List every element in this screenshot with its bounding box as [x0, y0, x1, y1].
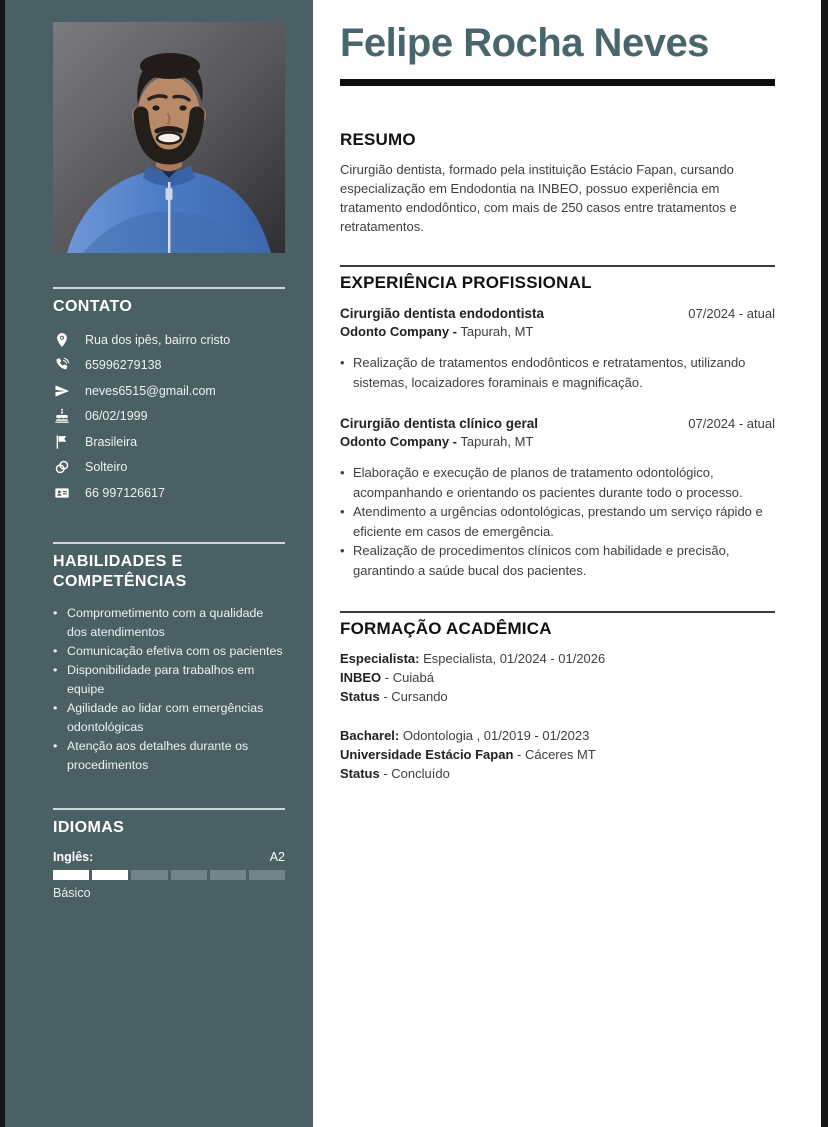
skill-item: [53, 699, 285, 737]
job-bullet: [340, 353, 775, 392]
education-line: [340, 668, 775, 687]
viewport-right-edge: [821, 0, 828, 1127]
birthday-cake-icon: [53, 407, 71, 425]
education-institution-text: - Cáceres MT: [513, 747, 596, 762]
viewport-left-edge: [0, 0, 5, 1127]
job-title: Cirurgião dentista endodontista: [340, 306, 545, 321]
language-bar-segment: [249, 870, 285, 880]
language-level-badge: A2: [269, 849, 285, 864]
contact-item-marital-status: [53, 455, 285, 481]
contact-item-label: 06/02/1999: [85, 409, 148, 424]
section-divider: [53, 808, 285, 810]
job-title: Cirurgião dentista clínico geral: [340, 416, 539, 431]
skill-label: Comprometimento com a qualidade dos atendimentos: [67, 605, 264, 639]
contact-heading: CONTATO: [53, 298, 133, 315]
language-bar-segment: [210, 870, 246, 880]
job-entry: [340, 415, 775, 580]
language-proficiency-bar: [53, 870, 285, 880]
bullet-marker: •: [53, 700, 58, 715]
job-bullet: [340, 502, 775, 541]
title-underline: [340, 79, 775, 86]
job-subtitle: [340, 433, 775, 451]
languages-section: [53, 808, 285, 900]
job-company: Odonto Company -: [340, 434, 457, 449]
job-bullet-text: Atendimento a urgências odontológicas, prestando um serviço rápido e eficiente em casos de emergência.: [353, 504, 763, 539]
language-row: [53, 850, 285, 864]
job-location: Tapurah, MT: [457, 434, 534, 449]
skills-heading: HABILIDADES E COMPETÊNCIAS: [53, 552, 187, 590]
bullet-marker: •: [340, 504, 345, 519]
skill-item: [53, 737, 285, 775]
education-heading: FORMAÇÃO ACADÊMICA: [340, 619, 552, 638]
location-icon: [53, 331, 71, 349]
contact-item-email: [53, 378, 285, 404]
id-card-icon: [53, 484, 71, 502]
education-status-text: - Cursando: [379, 689, 448, 704]
job-header: [340, 415, 775, 433]
contact-item-secondary-phone: [53, 480, 285, 506]
bullet-marker: •: [53, 738, 58, 753]
contact-item-label: neves6515@gmail.com: [85, 383, 216, 398]
bullet-marker: •: [53, 643, 58, 658]
summary-section: [340, 130, 775, 236]
sidebar: [5, 0, 313, 1127]
job-bullet: [340, 463, 775, 502]
contact-item-label: Brasileira: [85, 434, 138, 449]
education-degree-text: Especialista, 01/2024 - 01/2026: [419, 651, 606, 666]
education-line: [340, 764, 775, 783]
page-title: Felipe Rocha Neves: [340, 21, 709, 65]
education-institution-text: - Cuiabá: [381, 670, 434, 685]
job-bullet: [340, 541, 775, 580]
contact-item-label: 65996279138: [85, 358, 162, 373]
language-bar-segment: [171, 870, 207, 880]
job-dates: 07/2024 - atual: [688, 306, 775, 321]
job-bullet-list: [340, 353, 775, 392]
skill-label: Disponibilidade para trabalhos em equipe: [67, 662, 255, 696]
section-divider: [53, 287, 285, 289]
skill-label: Comunicação efetiva com os pacientes: [67, 643, 283, 658]
education-line: [340, 745, 775, 764]
skill-label: Atenção aos detalhes durante os procedimentos: [67, 738, 249, 772]
experience-section: [340, 265, 775, 580]
experience-heading: EXPERIÊNCIA PROFISSIONAL: [340, 273, 592, 292]
skills-section: [53, 542, 285, 775]
bullet-marker: •: [53, 605, 58, 620]
flag-icon: [53, 433, 71, 451]
education-degree-label: Bacharel:: [340, 728, 400, 743]
skills-list: [53, 604, 285, 775]
education-line: [340, 726, 775, 745]
bullet-marker: •: [340, 465, 345, 480]
education-line: [340, 687, 775, 706]
contact-item-label: Solteiro: [85, 460, 128, 475]
education-entry: [340, 726, 775, 783]
education-status-label: Status: [340, 689, 380, 704]
education-line: [340, 649, 775, 668]
skill-item: [53, 642, 285, 661]
education-section: [340, 611, 775, 783]
languages-heading: IDIOMAS: [53, 818, 125, 836]
contact-item-birthdate: [53, 404, 285, 430]
section-divider: [340, 265, 775, 267]
job-bullet-text: Elaboração e execução de planos de tratamento odontológico, acompanhando e orientando os pacientes durante todo o processo.: [353, 465, 743, 500]
phone-icon: [53, 356, 71, 374]
skill-item: [53, 604, 285, 642]
education-entry: [340, 649, 775, 706]
language-entry: [53, 850, 285, 900]
bullet-marker: •: [53, 662, 58, 677]
job-entry: [340, 305, 775, 392]
language-bar-segment: [92, 870, 128, 880]
section-divider: [340, 611, 775, 613]
contact-item-nationality: [53, 429, 285, 455]
contact-item-label: 66 997126617: [85, 485, 165, 500]
job-bullet-text: Realização de tratamentos endodônticos e retratamentos, utilizando sistemas, locaizadores foraminais e magnificação.: [353, 355, 746, 390]
education-institution-label: Universidade Estácio Fapan: [340, 747, 514, 762]
contact-item-label: Rua dos ipês, bairro cristo: [85, 332, 231, 347]
job-header: [340, 305, 775, 323]
education-status-label: Status: [340, 766, 380, 781]
education-institution-label: INBEO: [340, 670, 382, 685]
bullet-marker: •: [340, 355, 345, 370]
job-bullet-list: [340, 463, 775, 580]
skill-label: Agilidade ao lidar com emergências odontológicas: [67, 700, 264, 734]
contact-item-address: [53, 327, 285, 353]
summary-text: Cirurgião dentista, formado pela instituição Estácio Fapan, cursando especialização em Endodontia na INBEO, possuo experiência em tratamento endodôntico, com mais de 250 casos entre tratamentos e retratamentos.: [340, 162, 737, 234]
education-status-text: - Concluído: [379, 766, 450, 781]
skill-item: [53, 661, 285, 699]
send-icon: [53, 382, 71, 400]
language-name: Inglês:: [53, 849, 94, 864]
language-descriptor: Básico: [53, 885, 91, 900]
contact-list: [53, 327, 285, 506]
section-divider: [53, 542, 285, 544]
profile-photo: [53, 22, 285, 253]
education-degree-text: Odontologia , 01/2019 - 01/2023: [399, 728, 590, 743]
job-bullet-text: Realização de procedimentos clínicos com habilidade e precisão, garantindo a saúde bucal dos pacientes.: [353, 543, 730, 578]
language-bar-segment: [53, 870, 89, 880]
education-degree-label: Especialista:: [340, 651, 420, 666]
job-subtitle: [340, 323, 775, 341]
bullet-marker: •: [340, 543, 345, 558]
main-content: [313, 0, 823, 1127]
job-company: Odonto Company -: [340, 324, 457, 339]
portrait-illustration: [53, 22, 285, 253]
contact-section: [53, 287, 285, 506]
contact-item-phone: [53, 353, 285, 379]
summary-heading: RESUMO: [340, 130, 416, 149]
rings-icon: [53, 458, 71, 476]
language-bar-segment: [131, 870, 167, 880]
job-dates: 07/2024 - atual: [688, 416, 775, 431]
job-location: Tapurah, MT: [457, 324, 534, 339]
